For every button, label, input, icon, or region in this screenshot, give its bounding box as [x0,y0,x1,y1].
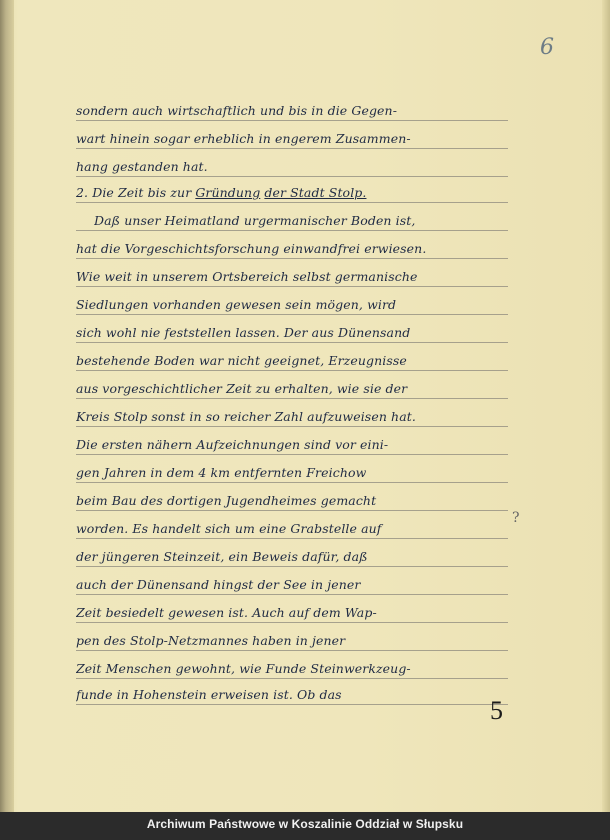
handwritten-line: hat die Vorgeschichtsforschung einwandfrei erwiesen. [76,241,427,256]
margin-annotation: ? [512,510,520,526]
handwritten-line: Zeit Menschen gewohnt, wie Funde Steinwerkzeug- [76,661,411,676]
heading-underlined-phrase: der Stadt Stolp. [264,185,367,200]
handwritten-line: Wie weit in unserem Ortsbereich selbst germanische [76,269,418,284]
handwritten-line: Die ersten nähern Aufzeichnungen sind vor eini- [76,437,389,452]
page-number: 5 [490,696,503,725]
handwritten-line: funde in Hohenstein erweisen ist. Ob das [76,687,342,702]
handwritten-line: pen des Stolp-Netzmannes haben in jener [76,633,346,648]
page-edge [602,0,610,812]
handwritten-line: gen Jahren in dem 4 km entfernten Freichow [76,465,367,480]
handwritten-line: wart hinein sogar erheblich in engerem Zusammen- [76,131,411,146]
handwritten-line: Zeit besiedelt gewesen ist. Auch auf dem Wap- [76,605,377,620]
archive-footer-text: Archiwum Państwowe w Koszalinie Oddział w Słupsku [146,817,464,831]
archive-folio-number: 6 [540,35,554,60]
handwritten-line: Kreis Stolp sonst in so reicher Zahl aufzuweisen hat. [76,409,416,424]
page-binding [0,0,14,812]
heading-prefix: 2. Die Zeit bis zur [76,185,196,200]
handwritten-line: auch der Dünensand hingst der See in jener [76,577,361,592]
handwritten-line: sich wohl nie feststellen lassen. Der aus Dünensand [76,325,411,340]
handwritten-line: der jüngeren Steinzeit, ein Beweis dafür, daß [76,549,368,564]
handwritten-line: bestehende Boden war nicht geeignet, Erzeugnisse [76,353,407,368]
section-heading [76,182,506,204]
handwritten-line: worden. Es handelt sich um eine Grabstelle auf [76,521,382,536]
handwritten-line: Daß unser Heimatland urgermanischer Boden ist, [94,213,416,228]
handwritten-line: hang gestanden hat. [76,159,208,174]
heading-underlined-word: Gründung [195,185,261,200]
handwritten-line: Siedlungen vorhanden gewesen sein mögen, wird [76,297,397,312]
handwritten-line: beim Bau des dortigen Jugendheimes gemacht [76,493,377,508]
handwritten-line: sondern auch wirtschaftlich und bis in die Gegen- [76,103,398,118]
handwritten-line: aus vorgeschichtlicher Zeit zu erhalten, wie sie der [76,381,408,396]
